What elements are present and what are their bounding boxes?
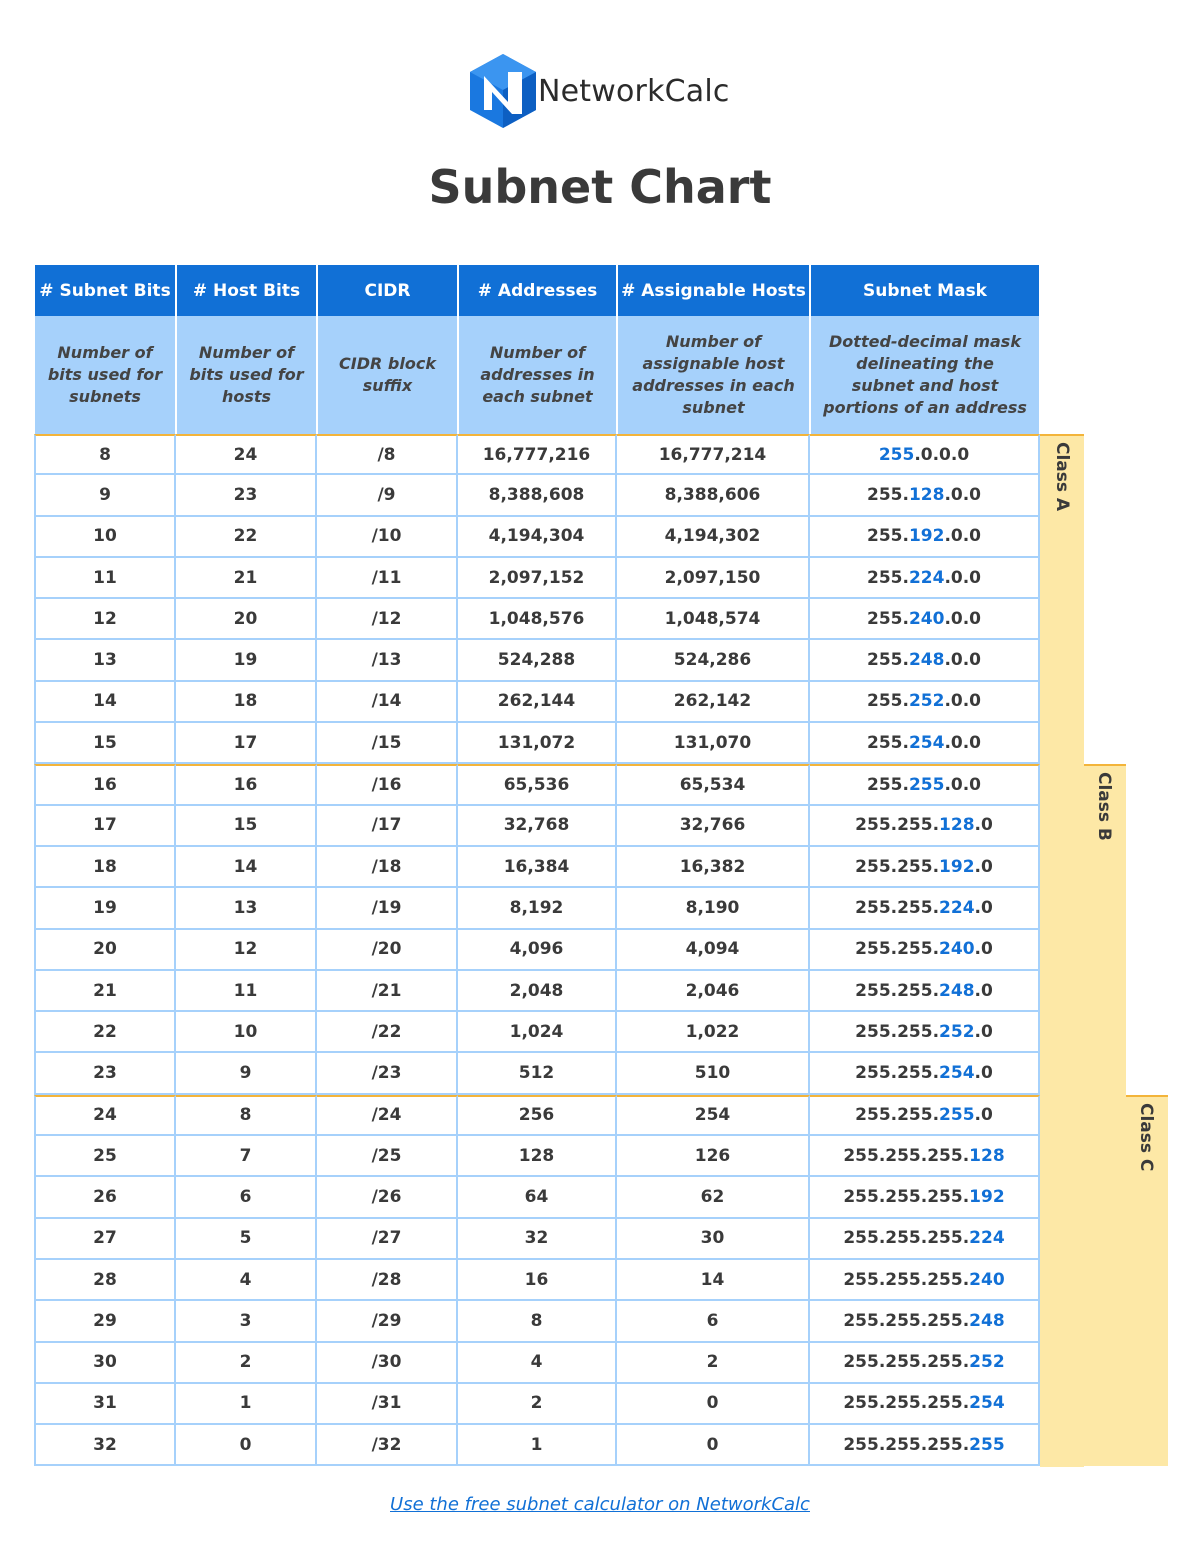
mask-prefix: 255. <box>866 567 909 588</box>
mask-highlight: 248 <box>969 1310 1005 1331</box>
mask-highlight: 224 <box>969 1228 1005 1249</box>
cell-addresses: 262,144 <box>458 682 617 723</box>
cell-subnet-mask <box>810 475 1040 516</box>
mask-prefix: 255.255.255. <box>843 1393 970 1414</box>
cell-cidr: /31 <box>317 1384 458 1425</box>
mask-prefix: 255. <box>866 484 909 505</box>
mask-highlight: 252 <box>969 1352 1005 1373</box>
cell-host-bits: 11 <box>176 971 317 1012</box>
column-header-addresses: # Addresses <box>458 264 617 316</box>
mask-highlight: 128 <box>969 1145 1005 1166</box>
cell-cidr: /16 <box>317 764 458 805</box>
cell-assignable-hosts: 1,048,574 <box>617 599 810 640</box>
cell-addresses: 4 <box>458 1343 617 1384</box>
cell-host-bits: 9 <box>176 1053 317 1094</box>
mask-highlight: 248 <box>939 980 975 1001</box>
brand-name: NetworkCalc <box>538 73 730 109</box>
table-row <box>34 1219 1040 1260</box>
mask-prefix: 255.255. <box>855 815 940 836</box>
cell-host-bits: 23 <box>176 475 317 516</box>
cell-subnet-bits: 20 <box>34 930 176 971</box>
table-row <box>34 599 1040 640</box>
column-description-assignable-hosts: Number of assignable host addresses in each subnet <box>617 316 810 434</box>
cell-assignable-hosts: 6 <box>617 1301 810 1342</box>
cell-host-bits: 5 <box>176 1219 317 1260</box>
cell-subnet-mask <box>810 1177 1040 1218</box>
cell-subnet-bits: 24 <box>34 1095 176 1136</box>
cell-cidr: /10 <box>317 517 458 558</box>
cell-subnet-mask <box>810 434 1040 475</box>
mask-highlight: 252 <box>908 691 945 712</box>
cell-host-bits: 13 <box>176 888 317 929</box>
cell-addresses: 131,072 <box>458 723 617 764</box>
cell-addresses: 32 <box>458 1219 617 1260</box>
cell-assignable-hosts: 510 <box>617 1053 810 1094</box>
cell-subnet-bits: 18 <box>34 847 176 888</box>
mask-prefix: 255.255. <box>855 1021 940 1042</box>
mask-highlight: 128 <box>908 484 945 505</box>
class-label: Class A <box>1052 442 1072 512</box>
table-row <box>34 682 1040 723</box>
column-header-host-bits: # Host Bits <box>176 264 317 316</box>
column-description-subnet-bits: Number of bits used for subnets <box>34 316 176 434</box>
table-row <box>34 475 1040 516</box>
cell-cidr: /17 <box>317 806 458 847</box>
mask-suffix: .0.0 <box>944 650 982 671</box>
cell-cidr: /30 <box>317 1343 458 1384</box>
cell-subnet-bits: 16 <box>34 764 176 805</box>
cell-subnet-mask <box>810 1053 1040 1094</box>
mask-highlight: 224 <box>908 567 945 588</box>
cell-subnet-bits: 25 <box>34 1136 176 1177</box>
calculator-link[interactable]: Use the free subnet calculator on NetworkCalc <box>390 1494 810 1515</box>
cell-assignable-hosts: 62 <box>617 1177 810 1218</box>
cell-subnet-mask <box>810 1343 1040 1384</box>
cell-assignable-hosts: 32,766 <box>617 806 810 847</box>
mask-highlight: 240 <box>939 939 975 960</box>
table-row <box>34 847 1040 888</box>
table-row <box>34 806 1040 847</box>
cell-cidr: /15 <box>317 723 458 764</box>
mask-suffix: .0 <box>974 1021 993 1042</box>
class-band-1 <box>1040 434 1084 1467</box>
mask-highlight: 254 <box>908 732 945 753</box>
cell-host-bits: 20 <box>176 599 317 640</box>
table-row <box>34 1095 1040 1136</box>
mask-suffix: .0 <box>974 939 993 960</box>
mask-suffix: .0 <box>974 1105 993 1126</box>
mask-highlight: 254 <box>939 1063 975 1084</box>
cell-subnet-bits: 23 <box>34 1053 176 1094</box>
mask-prefix: 255.255. <box>855 856 940 877</box>
table-row <box>34 723 1040 764</box>
table-row <box>34 1012 1040 1053</box>
mask-highlight: 240 <box>908 608 945 629</box>
mask-prefix: 255. <box>866 691 909 712</box>
cell-cidr: /29 <box>317 1301 458 1342</box>
cell-subnet-mask <box>810 558 1040 599</box>
class-label: Class B <box>1094 772 1114 842</box>
page-title: Subnet Chart <box>428 160 772 214</box>
table-row <box>34 1343 1040 1384</box>
table-row <box>34 558 1040 599</box>
cell-addresses: 1,048,576 <box>458 599 617 640</box>
mask-suffix: .0.0 <box>944 567 982 588</box>
mask-prefix: 255.255.255. <box>843 1352 970 1373</box>
cell-host-bits: 3 <box>176 1301 317 1342</box>
cell-subnet-bits: 28 <box>34 1260 176 1301</box>
table-row <box>34 764 1040 805</box>
networkcalc-logo-icon <box>468 52 538 130</box>
cell-addresses: 512 <box>458 1053 617 1094</box>
cell-addresses: 16,384 <box>458 847 617 888</box>
mask-prefix: 255.255.255. <box>843 1434 970 1455</box>
cell-assignable-hosts: 1,022 <box>617 1012 810 1053</box>
cell-subnet-mask <box>810 517 1040 558</box>
cell-assignable-hosts: 8,388,606 <box>617 475 810 516</box>
cell-subnet-bits: 14 <box>34 682 176 723</box>
cell-subnet-bits: 32 <box>34 1425 176 1466</box>
mask-highlight: 255 <box>939 1105 975 1126</box>
mask-prefix: 255.255.255. <box>843 1269 970 1290</box>
mask-prefix: 255.255. <box>855 980 940 1001</box>
cell-addresses: 256 <box>458 1095 617 1136</box>
column-description-addresses: Number of addresses in each subnet <box>458 316 617 434</box>
cell-subnet-mask <box>810 1012 1040 1053</box>
table-row <box>34 1425 1040 1466</box>
cell-cidr: /32 <box>317 1425 458 1466</box>
cell-assignable-hosts: 131,070 <box>617 723 810 764</box>
cell-subnet-bits: 15 <box>34 723 176 764</box>
column-description-host-bits: Number of bits used for hosts <box>176 316 317 434</box>
mask-prefix: 255. <box>866 775 909 796</box>
cell-cidr: /24 <box>317 1095 458 1136</box>
mask-suffix: .0 <box>974 815 993 836</box>
cell-host-bits: 6 <box>176 1177 317 1218</box>
column-header-cidr: CIDR <box>317 264 458 316</box>
column-header-assignable-hosts: # Assignable Hosts <box>617 264 810 316</box>
cell-subnet-bits: 10 <box>34 517 176 558</box>
table-row <box>34 1260 1040 1301</box>
cell-assignable-hosts: 16,382 <box>617 847 810 888</box>
cell-subnet-mask <box>810 888 1040 929</box>
cell-addresses: 524,288 <box>458 640 617 681</box>
cell-cidr: /8 <box>317 434 458 475</box>
cell-subnet-bits: 17 <box>34 806 176 847</box>
cell-cidr: /18 <box>317 847 458 888</box>
cell-assignable-hosts: 14 <box>617 1260 810 1301</box>
cell-cidr: /11 <box>317 558 458 599</box>
brand-logo <box>468 52 730 130</box>
mask-prefix: 255.255. <box>855 1063 940 1084</box>
mask-highlight: 240 <box>969 1269 1005 1290</box>
cell-assignable-hosts: 8,190 <box>617 888 810 929</box>
cell-assignable-hosts: 0 <box>617 1384 810 1425</box>
cell-assignable-hosts: 524,286 <box>617 640 810 681</box>
cell-host-bits: 12 <box>176 930 317 971</box>
mask-suffix: .0 <box>974 980 993 1001</box>
mask-prefix: 255.255. <box>855 939 940 960</box>
mask-prefix: 255. <box>866 608 909 629</box>
cell-subnet-bits: 13 <box>34 640 176 681</box>
cell-host-bits: 0 <box>176 1425 317 1466</box>
table-row <box>34 640 1040 681</box>
cell-host-bits: 2 <box>176 1343 317 1384</box>
cell-subnet-mask <box>810 930 1040 971</box>
mask-prefix: 255. <box>866 650 909 671</box>
mask-highlight: 192 <box>939 856 975 877</box>
cell-cidr: /20 <box>317 930 458 971</box>
mask-highlight: 252 <box>939 1021 975 1042</box>
cell-cidr: /25 <box>317 1136 458 1177</box>
cell-subnet-mask <box>810 682 1040 723</box>
cell-host-bits: 4 <box>176 1260 317 1301</box>
mask-suffix: .0.0 <box>944 526 982 547</box>
mask-suffix: .0 <box>974 1063 993 1084</box>
mask-highlight: 192 <box>969 1186 1005 1207</box>
cell-assignable-hosts: 262,142 <box>617 682 810 723</box>
cell-addresses: 8 <box>458 1301 617 1342</box>
cell-cidr: /13 <box>317 640 458 681</box>
cell-subnet-mask <box>810 723 1040 764</box>
cell-subnet-bits: 29 <box>34 1301 176 1342</box>
mask-prefix: 255.255. <box>855 897 940 918</box>
column-header-subnet-bits: # Subnet Bits <box>34 264 176 316</box>
mask-highlight: 255 <box>908 775 945 796</box>
cell-assignable-hosts: 4,094 <box>617 930 810 971</box>
header-row <box>34 264 1040 316</box>
column-description-subnet-mask: Dotted-decimal mask delineating the subnet and host portions of an address <box>810 316 1040 434</box>
cell-assignable-hosts: 0 <box>617 1425 810 1466</box>
column-header-subnet-mask: Subnet Mask <box>810 264 1040 316</box>
mask-prefix: 255. <box>866 526 909 547</box>
cell-addresses: 32,768 <box>458 806 617 847</box>
cell-host-bits: 7 <box>176 1136 317 1177</box>
mask-suffix: .0.0.0 <box>914 444 970 465</box>
cell-subnet-mask <box>810 1219 1040 1260</box>
cell-assignable-hosts: 65,534 <box>617 764 810 805</box>
table-row <box>34 888 1040 929</box>
cell-host-bits: 21 <box>176 558 317 599</box>
mask-prefix: 255.255. <box>855 1105 940 1126</box>
mask-suffix: .0 <box>974 897 993 918</box>
mask-suffix: .0.0 <box>944 484 982 505</box>
cell-subnet-mask <box>810 1260 1040 1301</box>
mask-highlight: 128 <box>939 815 975 836</box>
cell-assignable-hosts: 2,046 <box>617 971 810 1012</box>
cell-subnet-mask <box>810 764 1040 805</box>
cell-addresses: 128 <box>458 1136 617 1177</box>
cell-subnet-bits: 31 <box>34 1384 176 1425</box>
cell-host-bits: 1 <box>176 1384 317 1425</box>
cell-addresses: 8,192 <box>458 888 617 929</box>
cell-subnet-bits: 11 <box>34 558 176 599</box>
cell-subnet-mask <box>810 1384 1040 1425</box>
table-row <box>34 1177 1040 1218</box>
class-label: Class C <box>1136 1102 1156 1172</box>
cell-assignable-hosts: 126 <box>617 1136 810 1177</box>
table-row <box>34 971 1040 1012</box>
cell-subnet-bits: 22 <box>34 1012 176 1053</box>
cell-cidr: /12 <box>317 599 458 640</box>
column-description-cidr: CIDR block suffix <box>317 316 458 434</box>
table-row <box>34 517 1040 558</box>
cell-addresses: 2,048 <box>458 971 617 1012</box>
mask-suffix: .0.0 <box>944 691 982 712</box>
table-row <box>34 1136 1040 1177</box>
table-row <box>34 930 1040 971</box>
cell-assignable-hosts: 2,097,150 <box>617 558 810 599</box>
cell-subnet-bits: 9 <box>34 475 176 516</box>
cell-host-bits: 22 <box>176 517 317 558</box>
cell-addresses: 4,194,304 <box>458 517 617 558</box>
cell-subnet-mask <box>810 806 1040 847</box>
cell-addresses: 4,096 <box>458 930 617 971</box>
cell-cidr: /14 <box>317 682 458 723</box>
cell-subnet-mask <box>810 640 1040 681</box>
cell-cidr: /19 <box>317 888 458 929</box>
mask-highlight: 192 <box>908 526 945 547</box>
cell-subnet-mask <box>810 1136 1040 1177</box>
cell-cidr: /28 <box>317 1260 458 1301</box>
cell-cidr: /23 <box>317 1053 458 1094</box>
table-body <box>34 434 1040 1466</box>
mask-prefix: 255.255.255. <box>843 1228 970 1249</box>
cell-addresses: 64 <box>458 1177 617 1218</box>
cell-host-bits: 18 <box>176 682 317 723</box>
mask-prefix: 255.255.255. <box>843 1186 970 1207</box>
cell-addresses: 16 <box>458 1260 617 1301</box>
cell-subnet-bits: 26 <box>34 1177 176 1218</box>
mask-suffix: .0.0 <box>944 775 982 796</box>
cell-host-bits: 24 <box>176 434 317 475</box>
cell-assignable-hosts: 2 <box>617 1343 810 1384</box>
mask-prefix: 255. <box>866 732 909 753</box>
cell-subnet-mask <box>810 1095 1040 1136</box>
table-row <box>34 1053 1040 1094</box>
mask-prefix: 255.255.255. <box>843 1310 970 1331</box>
cell-addresses: 65,536 <box>458 764 617 805</box>
mask-suffix: .0 <box>974 856 993 877</box>
cell-assignable-hosts: 30 <box>617 1219 810 1260</box>
cell-host-bits: 16 <box>176 764 317 805</box>
cell-subnet-bits: 27 <box>34 1219 176 1260</box>
cell-cidr: /22 <box>317 1012 458 1053</box>
subnet-table <box>34 264 1040 1466</box>
mask-highlight: 224 <box>939 897 975 918</box>
cell-cidr: /9 <box>317 475 458 516</box>
cell-addresses: 2 <box>458 1384 617 1425</box>
table-row <box>34 434 1040 475</box>
cell-subnet-mask <box>810 1425 1040 1466</box>
description-row <box>34 316 1040 434</box>
cell-subnet-bits: 8 <box>34 434 176 475</box>
cell-subnet-bits: 21 <box>34 971 176 1012</box>
cell-subnet-mask <box>810 971 1040 1012</box>
cell-addresses: 8,388,608 <box>458 475 617 516</box>
cell-subnet-bits: 30 <box>34 1343 176 1384</box>
mask-highlight: 255 <box>878 444 915 465</box>
cell-cidr: /26 <box>317 1177 458 1218</box>
cell-host-bits: 17 <box>176 723 317 764</box>
mask-highlight: 254 <box>969 1393 1005 1414</box>
cell-host-bits: 10 <box>176 1012 317 1053</box>
cell-host-bits: 8 <box>176 1095 317 1136</box>
cell-addresses: 2,097,152 <box>458 558 617 599</box>
mask-suffix: .0.0 <box>944 608 982 629</box>
cell-subnet-mask <box>810 1301 1040 1342</box>
cell-assignable-hosts: 254 <box>617 1095 810 1136</box>
cell-subnet-bits: 12 <box>34 599 176 640</box>
cell-assignable-hosts: 16,777,214 <box>617 434 810 475</box>
table-row <box>34 1384 1040 1425</box>
cell-host-bits: 19 <box>176 640 317 681</box>
cell-subnet-bits: 19 <box>34 888 176 929</box>
mask-prefix: 255.255.255. <box>843 1145 970 1166</box>
cell-addresses: 1 <box>458 1425 617 1466</box>
cell-subnet-mask <box>810 847 1040 888</box>
cell-addresses: 16,777,216 <box>458 434 617 475</box>
mask-suffix: .0.0 <box>944 732 982 753</box>
cell-cidr: /21 <box>317 971 458 1012</box>
cell-cidr: /27 <box>317 1219 458 1260</box>
cell-host-bits: 15 <box>176 806 317 847</box>
table-row <box>34 1301 1040 1342</box>
cell-assignable-hosts: 4,194,302 <box>617 517 810 558</box>
cell-host-bits: 14 <box>176 847 317 888</box>
cell-addresses: 1,024 <box>458 1012 617 1053</box>
mask-highlight: 248 <box>908 650 945 671</box>
cell-subnet-mask <box>810 599 1040 640</box>
mask-highlight: 255 <box>969 1434 1005 1455</box>
